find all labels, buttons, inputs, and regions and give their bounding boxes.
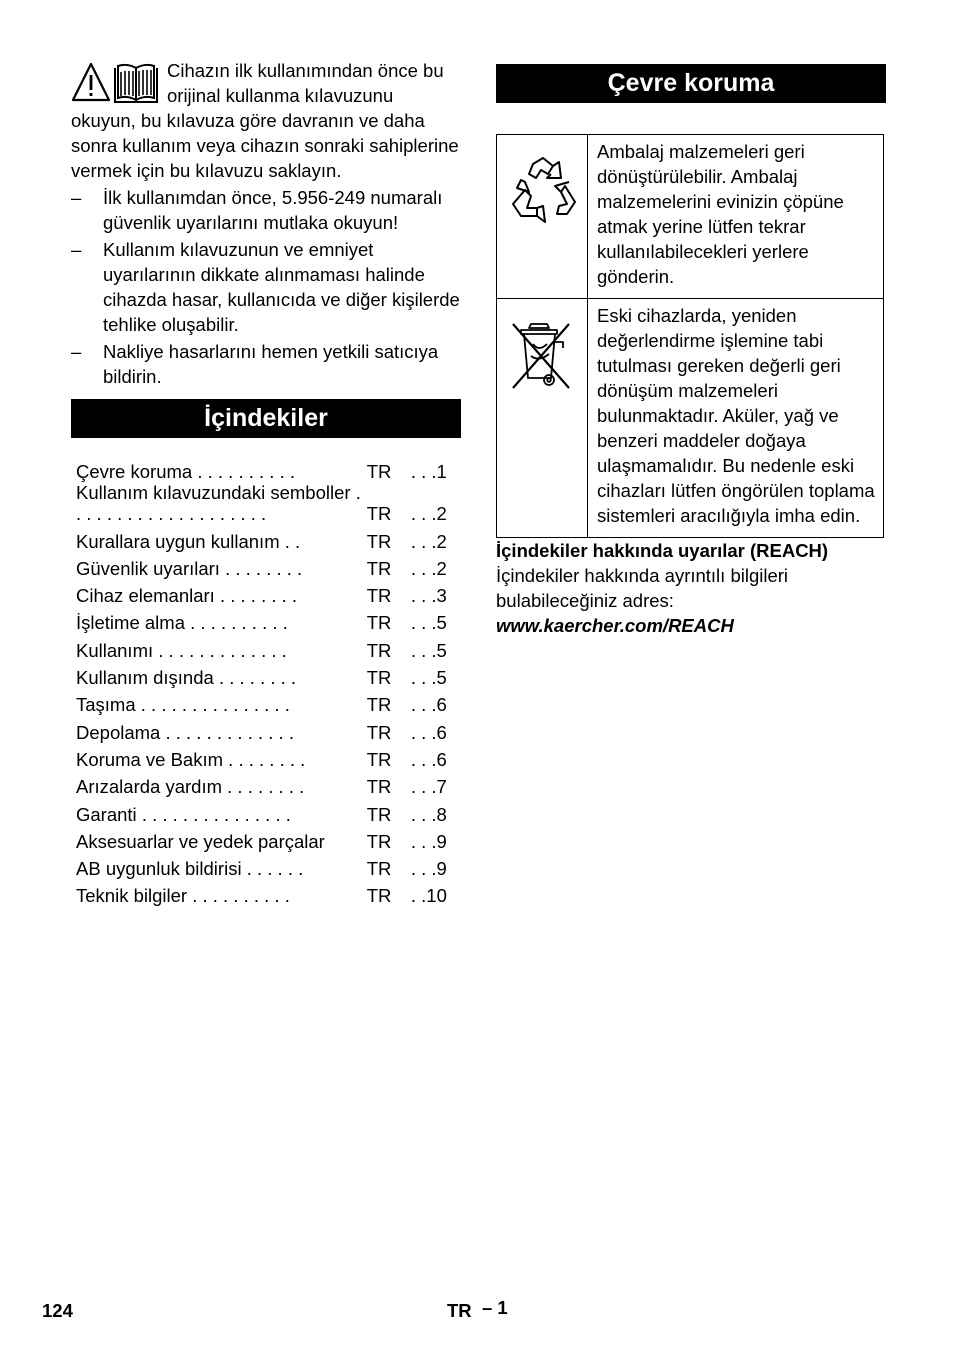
toc-dots: . . . . . . . . [218,667,297,689]
toc-entry-page: . . .8 [410,803,447,825]
toc-title-text: Kullanımı [76,639,154,661]
toc-row[interactable] [71,852,461,879]
toc-entry-page: . . .2 [410,530,447,552]
reach-link[interactable]: www.kaercher.com/REACH [496,615,734,636]
toc-entry-lang: TR [366,530,392,552]
footer-lang: TR [447,1300,472,1321]
toc-row[interactable] [71,606,461,633]
toc-row[interactable] [71,455,461,482]
toc-entry-lang: TR [366,748,392,770]
toc-entry-lang: TR [366,503,392,525]
toc-entry-title [71,482,367,524]
toc-entry-page: . . .9 [410,830,447,852]
toc-dots: . . . . . . . . . . . . . . . . . . . . [76,482,361,525]
toc-row[interactable] [71,524,461,551]
intro-text: Cihazın ilk kullanımından önce bu orijinal kullanma kılavuzunu okuyun, bu kılavuza göre davranın ve daha sonra kullanım veya cihazın sonraki sahiplerine vermek için bu kılavuzu saklayın. [71,60,459,181]
toc-title-text: AB uygunluk bildirisi [76,858,242,880]
toc-row[interactable] [71,552,461,579]
toc-entry-lang: TR [366,639,392,661]
toc-title-text: Aksesuarlar ve yedek parçalar [76,830,325,852]
toc-entry-title [71,797,367,824]
toc-title-text: Kullanım kılavuzundaki semboller [76,482,351,504]
list-item: – İlk kullanımdan önce, 5.956-249 numaralı güvenlik uyarılarını mutlaka okuyun! [71,185,461,235]
toc-dots: . . . . . . . . . . [192,885,290,907]
warning-manual-icon [71,60,159,106]
toc-row[interactable] [71,825,461,852]
toc-entry-lang: TR [366,858,392,880]
footer-section-page: – 1 [482,1297,508,1318]
toc-entry-title [71,715,367,742]
toc-dots: . . . . . . . . . . . . . . . [140,694,290,716]
env-text-cell: Ambalaj malzemeleri geri dönüştürülebilir. Ambalaj malzemelerini evinizin çöpüne atmak yerine lütfen tekrar kullanılabilecekleri yerlere gönderin. [588,135,884,299]
env-text-cell: Eski cihazlarda, yeniden değerlendirme işlemine tabi tutulması gereken değerli geri dönüşüm malzemeleri bulunmaktadır. Aküler, yağ ve benzeri maddeler doğaya ulaşmamalıdır. Bu nedenle eski cihazları lütfen öngörülen toplama sistemleri aracılığıyla imha edin. [588,299,884,538]
toc-title-text: Kullanım dışında [76,667,214,689]
toc-entry-page: . . .6 [410,748,447,770]
reach-heading: İçindekiler hakkında uyarılar (REACH) [496,540,829,561]
toc-entry-title [71,524,367,551]
toc-entry-lang: TR [366,694,392,716]
toc-entry-title [71,579,367,606]
toc-entry-page: . .10 [410,885,447,907]
toc-entry-page: . . .6 [410,721,447,743]
toc-entry-lang: TR [366,667,392,689]
toc-entry-page: . . .5 [410,667,447,689]
right-column [496,64,886,638]
table-row [497,299,884,538]
toc-row[interactable] [71,482,461,524]
toc-row[interactable] [71,743,461,770]
toc-dots: . . . . . . . . . . . . . . . [141,803,291,825]
toc-title-text: Depolama [76,721,161,743]
left-column [71,58,461,906]
toc-row[interactable] [71,879,461,906]
toc-entry-title [71,633,367,660]
table-row [497,135,884,299]
toc-entry-lang: TR [366,585,392,607]
toc-title-text: Güvenlik uyarıları [76,557,220,579]
toc-entry-lang: TR [366,803,392,825]
toc-row[interactable] [71,661,461,688]
toc-entry-lang: TR [366,721,392,743]
toc-entry-page: . . .7 [410,776,447,798]
toc-dots: . . . . . . . . [219,585,298,607]
toc-row[interactable] [71,770,461,797]
intro-block [71,58,461,183]
toc-row[interactable] [71,688,461,715]
toc-entry-title [71,770,367,797]
toc-dots: . . . . . . . . . . . . . [165,721,294,743]
toc-title-text: Kurallara uygun kullanım [76,530,280,552]
toc-entry-page: . . .2 [410,557,447,579]
page-number: 124 [42,1300,73,1321]
toc-dots: . . . . . . . . . . [190,612,288,634]
toc-dots: . . . . . . . . [228,748,306,770]
crossed-bin-icon [507,318,577,394]
toc-entry-title [71,455,367,482]
recycle-icon [503,152,581,230]
toc-row[interactable] [71,797,461,824]
toc-dots: . . . . . . [246,858,304,880]
toc-entry-lang: TR [366,885,392,907]
toc-entry-lang: TR [366,830,392,852]
toc-row[interactable] [71,579,461,606]
toc-entry-lang: TR [366,612,392,634]
toc-title-text: Arızalarda yardım [76,776,222,798]
toc-title-text: Garanti [76,803,137,825]
list-item: – Nakliye hasarlarını hemen yetkili satıcıya bildirin. [71,339,461,389]
toc-dots: . . . . . . . . . . . . . [158,639,287,661]
toc-entry-page: . . .1 [410,461,447,483]
toc-entry-title [71,606,367,633]
env-table [496,134,884,538]
toc-entry-page: . . .6 [410,694,447,716]
toc-title-text: Cihaz elemanları [76,585,215,607]
list-item: – Kullanım kılavuzunun ve emniyet uyarılarının dikkate alınmaması halinde cihazda hasar, kullanıcıda ve diğer kişilerde tehlike oluşabilir. [71,237,461,337]
toc-entry-page: . . .5 [410,639,447,661]
toc-dots: . . . . . . . . . . [197,461,295,483]
toc-entry-lang: TR [366,557,392,579]
toc-table [71,455,461,906]
toc-title-text: Koruma ve Bakım [76,748,224,770]
toc-title-text: Çevre koruma [76,461,193,483]
toc-row[interactable] [71,715,461,742]
toc-entry-title [71,743,367,770]
toc-entry-title [71,879,367,906]
toc-entry-title [71,825,367,852]
toc-dots: . . [284,530,301,552]
env-heading: Çevre koruma [496,64,886,103]
toc-entry-page: . . .9 [410,858,447,880]
toc-entry-page: . . .5 [410,612,447,634]
reach-block [496,538,886,638]
reach-text: İçindekiler hakkında ayrıntılı bilgileri bulabileceğiniz adres: [496,565,789,611]
toc-entry-lang: TR [366,776,392,798]
toc-entry-page: . . .3 [410,585,447,607]
toc-title-text: Taşıma [76,694,136,716]
toc-entry-title [71,552,367,579]
toc-title-text: Teknik bilgiler [76,885,188,907]
toc-row[interactable] [71,633,461,660]
toc-dots: . . . . . . . . [227,776,305,798]
toc-entry-title [71,661,367,688]
intro-bullets [71,185,461,389]
toc-heading: İçindekiler [71,399,461,438]
toc-entry-lang: TR [366,461,392,483]
toc-entry-title [71,852,367,879]
env-icon-cell [497,135,588,299]
toc-title-text: İşletime alma [76,612,185,634]
toc-entry-title [71,688,367,715]
toc-entry-page: . . .2 [410,503,447,525]
toc-dots: . . . . . . . . [225,557,303,579]
env-icon-cell [497,299,588,538]
